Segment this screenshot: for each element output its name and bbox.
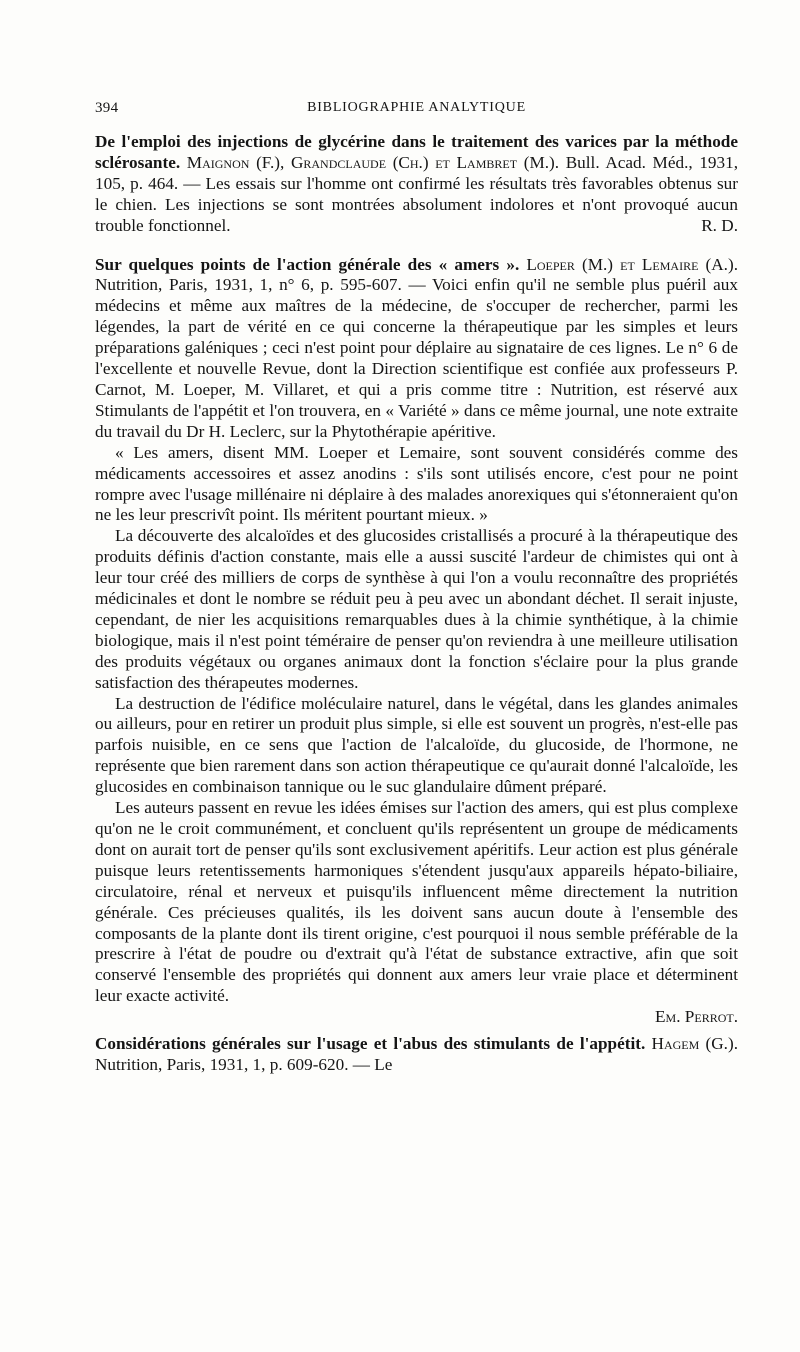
article-title: Sur quelques points de l'action générale des « amers ». bbox=[95, 254, 520, 274]
article-title: De l'emploi des injections de glycérine dans le traitement des varices par la méthode sclérosante. bbox=[95, 132, 738, 172]
article-stimulants bbox=[95, 1034, 738, 1076]
article-paragraph: La destruction de l'édifice moléculaire naturel, dans le végétal, dans les glandes animales ou ailleurs, pour en retirer un produit plus simple, si elle est souvent un progrès, n'est-elle pas parfois nuisible, en ce sens que l'action de l'alcaloïde, du glucoside, de l'hormone, ne représente que bien rarement dans son action thérapeutique ce qu'aurait donné l'alcaloïde, les glucosides en combinaison tannique ou le suc glandulaire dûment préparé. bbox=[95, 693, 738, 797]
article-body: — Les essais sur l'homme ont confirmé les résultats très favorables obtenus sur le chien. Les injections se sont montrées absolument indolores et n'ont provoqué aucun trouble fonctionnel. bbox=[95, 173, 738, 235]
article-source: Nutrition, Paris, 1931, 1, n° 6, p. 595-607. bbox=[95, 275, 402, 295]
article-paragraph: Les auteurs passent en revue les idées émises sur l'action des amers, qui est plus complexe qu'on ne le croit communément, et concluent qu'ils représentent un groupe de médicaments dont on aurait tort de penser qu'ils sont exclusivement apéritifs. Leur action est plus générale puisque leurs retentissements harmoniques s'étendent jusqu'aux appareils hépato-biliaire, circulatoire, rénal et nerveux et puisqu'ils influencent même directement la nutrition générale. Ces précieuses qualités, ils les doivent sans aucun doute à l'ensemble des composants de la plante dont ils tirent origine, c'est pourquoi il nous semble préférable de la prescrire à l'état de poudre ou d'extrait qu'à l'état de substance extractive, afin que soit conservé l'ensemble des propriétés qui donnent aux amers leur vraie place et déterminent leur exacte activité. bbox=[95, 798, 738, 1006]
page-header bbox=[95, 100, 738, 124]
article-body: — Voici enfin qu'il ne semble plus puéril aux médecins et même aux maîtres de la médecine, de s'occuper de rechercher, parmi les légendes, la part de vérité en ce qui concerne la thérapeutique par les simples et leurs préparations galéniques ; ceci n'est point pour déplaire au signataire de ces lignes. Le n° 6 de l'excellente et nouvelle Revue, dont la Direction scientifique est confiée aux professeurs P. Carnot, M. Loeper, M. Villaret, et qui a pris comme titre : Nutrition, est réservé aux Stimulants de l'appétit et l'on trouvera, en « Variété » dans ce même journal, une note extraite du travail du Dr H. Leclerc, sur la Phytothérapie apéritive. bbox=[95, 275, 738, 441]
article-amers bbox=[95, 255, 738, 1029]
document-page bbox=[95, 100, 738, 1076]
article-signature: R. D. bbox=[701, 215, 738, 235]
article-paragraph bbox=[95, 1034, 738, 1076]
article-signature: Em. Perrot. bbox=[655, 1007, 738, 1027]
article-paragraph bbox=[95, 132, 738, 237]
article-paragraph: « Les amers, disent MM. Loeper et Lemaire, sont souvent considérés comme des médicaments accessoires et assez anodins : s'ils sont utilisés encore, c'est pour ne point rompre avec l'usage millénaire ni déplaire à des malades anorexiques qui s'étonneraient qu'on ne les leur prescrivît point. Ils méritent pourtant mieux. » bbox=[95, 442, 738, 525]
article-paragraph: La découverte des alcaloïdes et des glucosides cristallisés a procuré à la thérapeutique des produits définis d'action constante, mais elle a aussi suscité l'ardeur de chimistes qui ont à leur tour créé des milliers de corps de synthèse à qui l'on a voulu reconnaître des propriétés médicinales et dont le nombre se réduit peu à peu avec un abondant déchet. Il serait injuste, cependant, de nier les acquisitions remarquables dues à la chimie synthétique, à la chimie biologique, mais il n'est point téméraire de penser qu'on reviendra à une meilleure utilisation des produits végétaux ou organes animaux dont la fonction s'éclaire pour la plus grande satisfaction des thérapeutes modernes. bbox=[95, 526, 738, 692]
article-source: Bull. Acad. Méd., 1931, 105, p. 464. bbox=[95, 152, 738, 193]
article-authors: Loeper (M.) et Lemaire (A.). bbox=[526, 254, 738, 274]
running-title: BIBLIOGRAPHIE ANALYTIQUE bbox=[307, 100, 526, 115]
article-title: Considérations générales sur l'usage et l'abus des stimulants de l'appétit. bbox=[95, 1034, 646, 1054]
page-number: 394 bbox=[95, 100, 119, 116]
article-authors: Hagem (G.). bbox=[651, 1034, 738, 1054]
article-paragraph bbox=[95, 255, 738, 443]
article-glycerine bbox=[95, 132, 738, 237]
article-source: Nutrition, Paris, 1931, 1, p. 609-620. — Le bbox=[95, 1054, 393, 1074]
article-authors: Maignon (F.), Grandclaude (Ch.) et Lambret (M.). bbox=[186, 152, 560, 172]
